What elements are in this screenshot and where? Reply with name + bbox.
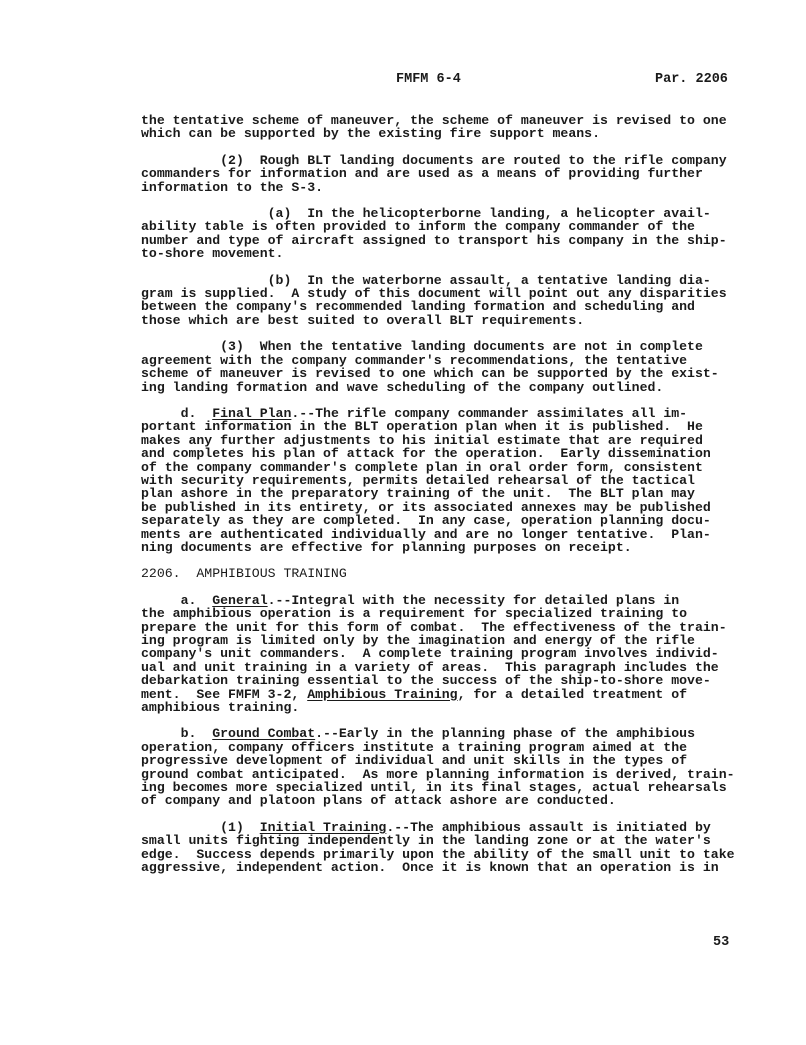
text-line: and completes his plan of attack for the operation. Early dissemination: [141, 446, 711, 462]
line-prefix: a.: [141, 592, 213, 608]
text-line: scheme of maneuver is revised to one which can be supported by the exist-: [141, 366, 719, 382]
text-line: makes any further adjustments to his initial estimate that are required: [141, 432, 703, 448]
text-line: information to the S-3.: [141, 179, 324, 195]
text-line: (3) When the tentative landing documents are not in complete: [141, 339, 703, 355]
line-prefix: ment. See FMFM 3-2,: [141, 686, 308, 702]
text-line: aggressive, independent action. Once it is known that an operation is in: [141, 860, 719, 876]
text-line: gram is supplied. A study of this document will point out any disparities: [141, 286, 727, 302]
text-line: with security requirements, permits detailed rehearsal of the tactical: [141, 472, 695, 488]
page-number: 53: [713, 935, 730, 950]
text-line: amphibious training.: [141, 700, 300, 716]
text-line: ning documents are effective for planning purposes on receipt.: [141, 539, 632, 555]
underlined-subheading: Initial Training: [259, 819, 387, 835]
text-line: portant information in the BLT operation plan when it is published. He: [141, 419, 703, 435]
text-line: separately as they are completed. In any case, operation planning docu-: [141, 513, 711, 529]
text-line: operation, company officers institute a training program aimed at the: [141, 739, 688, 755]
underlined-subheading: Amphibious Training: [307, 686, 458, 702]
text-line: plan ashore in the preparatory training of the unit. The BLT plan may: [141, 486, 695, 502]
text-line: [141, 594, 731, 607]
line-suffix: , for a detailed treatment of: [457, 686, 688, 702]
text-line: prepare the unit for this form of combat. The effectiveness of the train-: [141, 619, 727, 635]
paragraph-ref: Par. 2206: [655, 72, 728, 87]
underlined-subheading: Final Plan: [212, 405, 292, 421]
text-line: of the company commander's complete plan in oral order form, consistent: [141, 459, 703, 475]
text-line: the tentative scheme of maneuver, the scheme of maneuver is revised to one: [141, 113, 727, 128]
line-suffix: .--The amphibious assault is initiated by: [386, 819, 711, 835]
text-line: ing becomes more specialized until, in its final stages, actual rehearsals: [141, 780, 727, 796]
line-prefix: b.: [141, 726, 213, 742]
text-line: [141, 407, 731, 420]
underlined-subheading: General: [212, 592, 268, 608]
text-line: debarkation training essential to the success of the ship-to-shore move-: [141, 673, 711, 689]
text-line: progressive development of individual and unit skills in the types of: [141, 753, 688, 769]
underlined-subheading: Ground Combat: [212, 726, 316, 742]
body-text: [141, 113, 735, 876]
section-heading: 2206. AMPHIBIOUS TRAINING: [141, 566, 347, 582]
document-id: FMFM 6-4: [396, 72, 461, 87]
text-line: ual and unit training in a variety of areas. This paragraph includes the: [141, 659, 719, 675]
text-line: which can be supported by the existing fire support means.: [141, 126, 600, 142]
text-line: number and type of aircraft assigned to transport his company in the ship-: [141, 232, 727, 248]
text-line: [141, 821, 731, 834]
text-line: (a) In the helicopterborne landing, a helicopter avail-: [141, 206, 711, 222]
text-line: small units fighting independently in the landing zone or at the water's: [141, 833, 711, 849]
text-line: those which are best suited to overall BLT requirements.: [141, 312, 585, 328]
text-line: company's unit commanders. A complete training program involves individ-: [141, 646, 719, 662]
paragraph-gap: [141, 261, 731, 274]
text-line: edge. Success depends primarily upon the ability of the small unit to take: [141, 846, 735, 862]
line-suffix: .--Early in the planning phase of the amphibious: [315, 726, 695, 742]
text-line: commanders for information and are used as a means of providing further: [141, 166, 703, 182]
text-line: to-shore movement.: [141, 246, 284, 262]
text-line: the amphibious operation is a requirement for specialized training to: [141, 606, 688, 622]
text-line: ments are authenticated individually and are no longer tentative. Plan-: [141, 526, 711, 542]
line-prefix: (1): [141, 819, 260, 835]
text-line: ing landing formation and wave scheduling of the company outlined.: [141, 379, 664, 395]
text-line: ability table is often provided to inform the company commander of the: [141, 219, 695, 235]
text-line: of company and platoon plans of attack ashore are conducted.: [141, 793, 616, 809]
text-line: agreement with the company commander's recommendations, the tentative: [141, 352, 688, 368]
text-line: (b) In the waterborne assault, a tentative landing dia-: [141, 272, 711, 288]
text-line: [141, 727, 731, 740]
text-line: between the company's recommended landing formation and scheduling and: [141, 299, 695, 315]
text-line: ing program is limited only by the imagination and energy of the rifle: [141, 633, 695, 648]
line-prefix: d.: [141, 405, 213, 421]
text-line: be published in its entirety, or its associated annexes may be published: [141, 499, 711, 515]
text-line: [141, 688, 731, 701]
line-suffix: .--The rifle company commander assimilates all im-: [291, 405, 688, 421]
line-suffix: .--Integral with the necessity for detailed plans in: [267, 592, 680, 608]
paragraph-gap: [141, 141, 731, 154]
text-line: (2) Rough BLT landing documents are routed to the rifle company: [141, 152, 727, 168]
text-line: ground combat anticipated. As more planning information is derived, train-: [141, 766, 735, 782]
